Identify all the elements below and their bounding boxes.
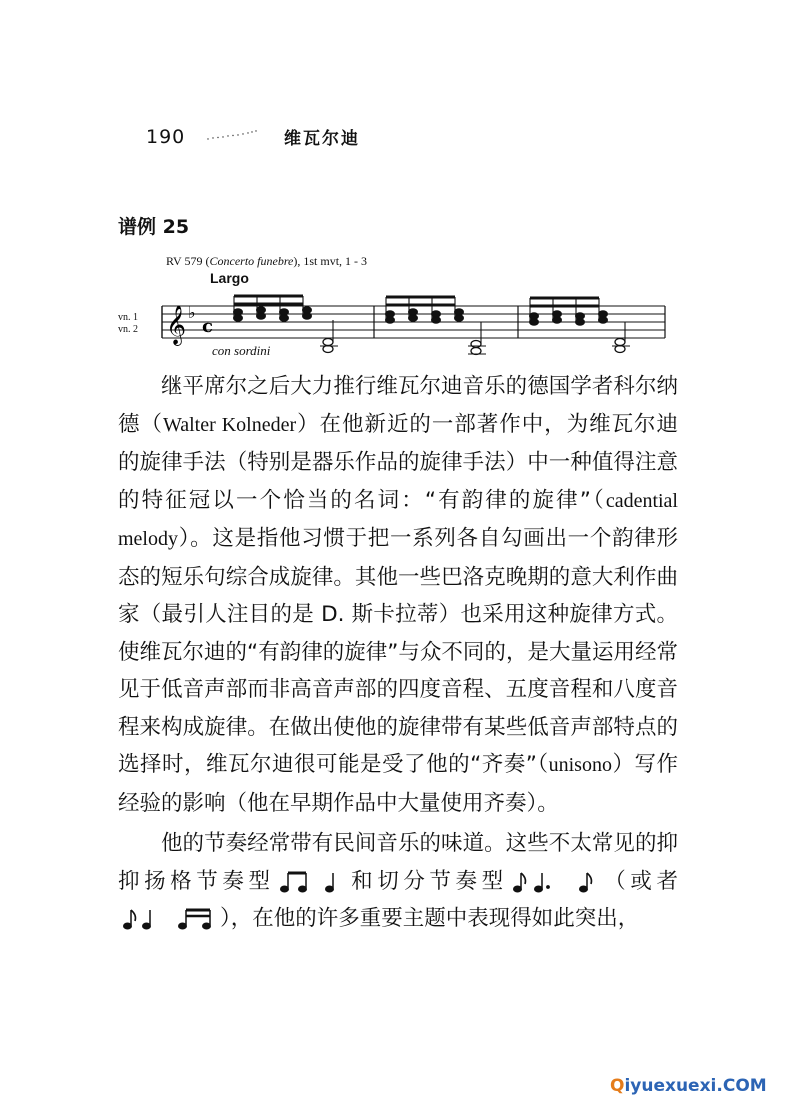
running-title: 维瓦尔迪 <box>284 129 360 149</box>
paragraph-1: 继平席尔之后大力推行维瓦尔迪音乐的德国学者科尔纳德（Walter Kolneder）在他新近的一部著作中，为维瓦尔迪的旋律手法（特别是器乐作品的旋律手法）中一种值得注意的特征冠以一个恰当的名词：“有韵律的旋律”（cadential melody）。这是指他习惯于把一系列各自勾画出一个韵律形态的短乐句综合成旋律。其他一些巴洛克晚期的意大利作曲家（最引人注目的是 D. 斯卡拉蒂）也采用这种旋律方式。使维瓦尔迪的“有韵律的旋律”与众不同的，是大量运用经常见于低音声部而非高音声部的四度音程、五度音程和八度音程来构成旋律。在做出使他的旋律带有某些低音声部特点的选择时，维瓦尔迪很可能是受了他的“齐奏”（unisono）写作经验的影响（他在早期作品中大量使用齐奏）。 <box>118 374 678 816</box>
treble-clef-icon: 𝄞 <box>166 305 187 345</box>
page-header <box>146 122 446 152</box>
caption-prefix: RV 579 ( <box>166 254 210 268</box>
body-text <box>118 368 678 938</box>
tempo-marking: Largo <box>210 270 249 286</box>
example-title: 谱例 25 <box>118 216 190 238</box>
page-number: 190 <box>146 126 186 148</box>
caption-suffix: ), 1st mvt, 1 - 3 <box>293 254 368 268</box>
site-watermark: Qiyuexuexi.COM <box>610 1076 767 1096</box>
staff-label-violin-2: vn. 2 <box>118 324 138 335</box>
caption-work: Concerto funebre <box>209 254 294 268</box>
score-caption <box>166 254 367 269</box>
common-time-icon: c <box>202 316 213 337</box>
expression-marking: con sordini <box>212 343 271 358</box>
flat-sign-icon: ♭ <box>188 303 196 322</box>
staff-labels <box>118 312 138 336</box>
header-ornament <box>204 128 264 142</box>
syncopation-rhythm-icon <box>512 870 596 894</box>
paragraph-2: 他的节奏经常带有民间音乐的味道。这些不太常见的抑抑扬格节奏型 和切分节奏型 （或者），在他的许多重要主题中表现得如此突出， <box>118 831 678 931</box>
syncopation-alt-rhythm-icon <box>122 907 216 931</box>
anapest-rhythm-icon <box>279 870 343 894</box>
staff-label-violin-1: vn. 1 <box>118 312 138 323</box>
